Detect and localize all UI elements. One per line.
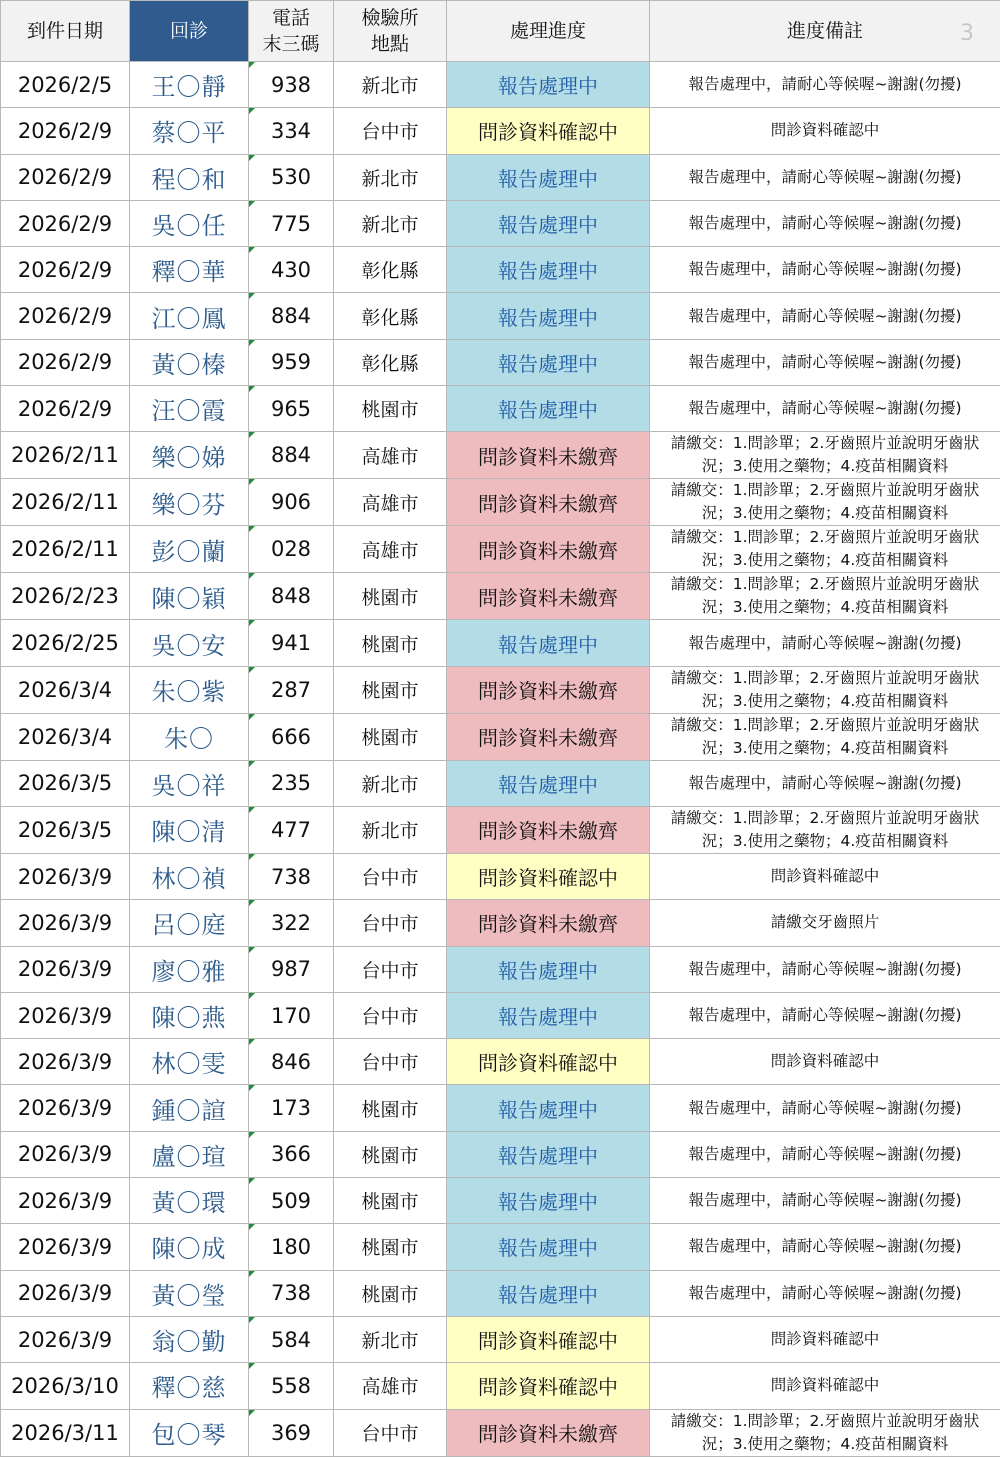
location-cell: 彰化縣 <box>334 293 447 339</box>
phone-cell: 334 <box>249 108 334 154</box>
name-cell: 包〇琴 <box>130 1409 249 1456</box>
note-cell: 請繳交：1.問診單；2.牙齒照片並說明牙齒狀況；3.使用之藥物；4.疫苗相關資料 <box>650 526 1000 573</box>
name-cell: 汪〇霞 <box>130 386 249 432</box>
header-note-label: 進度備註 <box>787 20 863 42</box>
location-cell: 新北市 <box>334 62 447 108</box>
status-cell: 報告處理中 <box>447 760 650 806</box>
status-cell: 報告處理中 <box>447 1224 650 1270</box>
date-cell: 2026/2/9 <box>1 386 130 432</box>
note-cell: 問診資料確認中 <box>650 1039 1000 1085</box>
location-cell: 台中市 <box>334 853 447 899</box>
header-phone-line2: 末三碼 <box>262 33 319 55</box>
location-cell: 桃園市 <box>334 1131 447 1177</box>
location-cell: 桃園市 <box>334 1270 447 1316</box>
note-cell: 報告處理中，請耐心等候喔~謝謝(勿擾) <box>650 760 1000 806</box>
table-row <box>1 526 1000 573</box>
phone-cell: 173 <box>249 1085 334 1131</box>
note-cell: 請繳交：1.問診單；2.牙齒照片並說明牙齒狀況；3.使用之藥物；4.疫苗相關資料 <box>650 573 1000 620</box>
status-cell: 報告處理中 <box>447 1178 650 1224</box>
status-cell: 報告處理中 <box>447 386 650 432</box>
table-row <box>1 200 1000 246</box>
header-location-line2: 地點 <box>371 33 409 55</box>
table-row <box>1 1224 1000 1270</box>
table-row <box>1 713 1000 760</box>
note-cell: 報告處理中，請耐心等候喔~謝謝(勿擾) <box>650 293 1000 339</box>
name-cell: 江〇鳳 <box>130 293 249 339</box>
name-cell: 盧〇瑄 <box>130 1131 249 1177</box>
date-cell: 2026/3/9 <box>1 853 130 899</box>
location-cell: 桃園市 <box>334 386 447 432</box>
name-cell: 黃〇榛 <box>130 339 249 385</box>
phone-cell: 666 <box>249 713 334 760</box>
phone-cell: 884 <box>249 293 334 339</box>
name-cell: 黃〇環 <box>130 1178 249 1224</box>
location-cell: 高雄市 <box>334 432 447 479</box>
phone-cell: 235 <box>249 760 334 806</box>
phone-cell: 846 <box>249 1039 334 1085</box>
table-row <box>1 293 1000 339</box>
note-cell: 報告處理中，請耐心等候喔~謝謝(勿擾) <box>650 620 1000 666</box>
phone-cell: 322 <box>249 900 334 946</box>
status-cell: 報告處理中 <box>447 946 650 992</box>
phone-cell: 884 <box>249 432 334 479</box>
header-row <box>1 1 1000 62</box>
status-cell: 問診資料未繳齊 <box>447 432 650 479</box>
note-cell: 報告處理中，請耐心等候喔~謝謝(勿擾) <box>650 992 1000 1038</box>
table-row <box>1 992 1000 1038</box>
date-cell: 2026/3/9 <box>1 1316 130 1362</box>
note-cell: 請繳交：1.問診單；2.牙齒照片並說明牙齒狀況；3.使用之藥物；4.疫苗相關資料 <box>650 713 1000 760</box>
location-cell: 台中市 <box>334 1409 447 1456</box>
name-cell: 吳〇祥 <box>130 760 249 806</box>
table-row <box>1 666 1000 713</box>
status-cell: 問診資料未繳齊 <box>447 573 650 620</box>
note-cell: 問診資料確認中 <box>650 1363 1000 1409</box>
location-cell: 桃園市 <box>334 1224 447 1270</box>
name-cell: 釋〇華 <box>130 247 249 293</box>
table-row <box>1 154 1000 200</box>
location-cell: 台中市 <box>334 108 447 154</box>
status-cell: 報告處理中 <box>447 247 650 293</box>
phone-cell: 180 <box>249 1224 334 1270</box>
date-cell: 2026/3/9 <box>1 1270 130 1316</box>
phone-cell: 906 <box>249 479 334 526</box>
phone-cell: 738 <box>249 853 334 899</box>
name-cell: 呂〇庭 <box>130 900 249 946</box>
name-cell: 鍾〇諠 <box>130 1085 249 1131</box>
name-cell: 釋〇慈 <box>130 1363 249 1409</box>
location-cell: 新北市 <box>334 200 447 246</box>
table-row <box>1 247 1000 293</box>
table-row <box>1 573 1000 620</box>
table-row <box>1 1409 1000 1456</box>
location-cell: 台中市 <box>334 1039 447 1085</box>
name-cell: 彭〇蘭 <box>130 526 249 573</box>
date-cell: 2026/3/9 <box>1 1131 130 1177</box>
table-row <box>1 1316 1000 1362</box>
date-cell: 2026/3/5 <box>1 806 130 853</box>
name-cell: 翁〇勤 <box>130 1316 249 1362</box>
table-row <box>1 1178 1000 1224</box>
header-phone <box>249 1 334 62</box>
name-cell: 林〇禎 <box>130 853 249 899</box>
note-cell: 問診資料確認中 <box>650 1316 1000 1362</box>
date-cell: 2026/2/9 <box>1 108 130 154</box>
location-cell: 新北市 <box>334 1316 447 1362</box>
location-cell: 台中市 <box>334 900 447 946</box>
location-cell: 桃園市 <box>334 713 447 760</box>
phone-cell: 366 <box>249 1131 334 1177</box>
phone-cell: 987 <box>249 946 334 992</box>
status-cell: 報告處理中 <box>447 1085 650 1131</box>
status-cell: 問診資料未繳齊 <box>447 479 650 526</box>
date-cell: 2026/3/9 <box>1 1178 130 1224</box>
location-cell: 桃園市 <box>334 573 447 620</box>
status-cell: 報告處理中 <box>447 293 650 339</box>
note-cell: 問診資料確認中 <box>650 853 1000 899</box>
table-body <box>1 62 1000 1457</box>
status-cell: 問診資料未繳齊 <box>447 806 650 853</box>
note-cell: 報告處理中，請耐心等候喔~謝謝(勿擾) <box>650 1224 1000 1270</box>
date-cell: 2026/2/9 <box>1 293 130 339</box>
date-cell: 2026/3/4 <box>1 666 130 713</box>
status-cell: 問診資料未繳齊 <box>447 526 650 573</box>
date-cell: 2026/3/5 <box>1 760 130 806</box>
header-location <box>334 1 447 62</box>
note-cell: 請繳交：1.問診單；2.牙齒照片並說明牙齒狀況；3.使用之藥物；4.疫苗相關資料 <box>650 806 1000 853</box>
location-cell: 台中市 <box>334 992 447 1038</box>
status-cell: 問診資料確認中 <box>447 108 650 154</box>
phone-cell: 430 <box>249 247 334 293</box>
status-cell: 問診資料未繳齊 <box>447 713 650 760</box>
phone-cell: 509 <box>249 1178 334 1224</box>
location-cell: 新北市 <box>334 154 447 200</box>
name-cell: 吳〇安 <box>130 620 249 666</box>
table-row <box>1 1085 1000 1131</box>
date-cell: 2026/2/25 <box>1 620 130 666</box>
name-cell: 朱〇 <box>130 713 249 760</box>
date-cell: 2026/3/9 <box>1 1085 130 1131</box>
header-location-line1: 檢驗所 <box>361 7 418 29</box>
table-row <box>1 946 1000 992</box>
name-cell: 吳〇任 <box>130 200 249 246</box>
location-cell: 高雄市 <box>334 1363 447 1409</box>
phone-cell: 477 <box>249 806 334 853</box>
table-row <box>1 108 1000 154</box>
table-row <box>1 900 1000 946</box>
name-cell: 陳〇穎 <box>130 573 249 620</box>
note-cell: 請繳交：1.問診單；2.牙齒照片並說明牙齒狀況；3.使用之藥物；4.疫苗相關資料 <box>650 666 1000 713</box>
header-note <box>650 1 1000 62</box>
name-cell: 林〇雯 <box>130 1039 249 1085</box>
note-cell: 報告處理中，請耐心等候喔~謝謝(勿擾) <box>650 1085 1000 1131</box>
table-row <box>1 339 1000 385</box>
status-cell: 報告處理中 <box>447 992 650 1038</box>
name-cell: 王〇靜 <box>130 62 249 108</box>
date-cell: 2026/2/9 <box>1 154 130 200</box>
name-cell: 廖〇雅 <box>130 946 249 992</box>
note-cell: 請繳交：1.問診單；2.牙齒照片並說明牙齒狀況；3.使用之藥物；4.疫苗相關資料 <box>650 1409 1000 1456</box>
date-cell: 2026/3/9 <box>1 900 130 946</box>
table-row <box>1 1363 1000 1409</box>
table-row <box>1 432 1000 479</box>
date-cell: 2026/3/9 <box>1 1224 130 1270</box>
date-cell: 2026/3/11 <box>1 1409 130 1456</box>
header-phone-line1: 電話 <box>272 7 310 29</box>
status-cell: 報告處理中 <box>447 1131 650 1177</box>
location-cell: 桃園市 <box>334 666 447 713</box>
note-cell: 報告處理中，請耐心等候喔~謝謝(勿擾) <box>650 1131 1000 1177</box>
location-cell: 桃園市 <box>334 1178 447 1224</box>
location-cell: 新北市 <box>334 806 447 853</box>
note-cell: 請繳交：1.問診單；2.牙齒照片並說明牙齒狀況；3.使用之藥物；4.疫苗相關資料 <box>650 479 1000 526</box>
note-cell: 報告處理中，請耐心等候喔~謝謝(勿擾) <box>650 1270 1000 1316</box>
note-cell: 報告處理中，請耐心等候喔~謝謝(勿擾) <box>650 154 1000 200</box>
table-row <box>1 760 1000 806</box>
note-cell: 報告處理中，請耐心等候喔~謝謝(勿擾) <box>650 1178 1000 1224</box>
table-row <box>1 806 1000 853</box>
phone-cell: 959 <box>249 339 334 385</box>
date-cell: 2026/2/9 <box>1 200 130 246</box>
table-row <box>1 1131 1000 1177</box>
location-cell: 彰化縣 <box>334 247 447 293</box>
note-cell: 請繳交：1.問診單；2.牙齒照片並說明牙齒狀況；3.使用之藥物；4.疫苗相關資料 <box>650 432 1000 479</box>
header-recall: 回診 <box>130 1 249 62</box>
date-cell: 2026/3/9 <box>1 992 130 1038</box>
phone-cell: 170 <box>249 992 334 1038</box>
name-cell: 陳〇清 <box>130 806 249 853</box>
status-cell: 報告處理中 <box>447 154 650 200</box>
date-cell: 2026/2/9 <box>1 339 130 385</box>
phone-cell: 775 <box>249 200 334 246</box>
status-cell: 問診資料確認中 <box>447 1316 650 1362</box>
location-cell: 彰化縣 <box>334 339 447 385</box>
table-row <box>1 620 1000 666</box>
phone-cell: 369 <box>249 1409 334 1456</box>
name-cell: 樂〇芬 <box>130 479 249 526</box>
table-row <box>1 1039 1000 1085</box>
date-cell: 2026/2/23 <box>1 573 130 620</box>
phone-cell: 941 <box>249 620 334 666</box>
location-cell: 高雄市 <box>334 526 447 573</box>
phone-cell: 530 <box>249 154 334 200</box>
date-cell: 2026/3/9 <box>1 1039 130 1085</box>
table-row <box>1 1270 1000 1316</box>
table-row <box>1 62 1000 108</box>
status-cell: 問診資料確認中 <box>447 853 650 899</box>
name-cell: 黃〇瑩 <box>130 1270 249 1316</box>
header-date: 到件日期 <box>1 1 130 62</box>
note-cell: 請繳交牙齒照片 <box>650 900 1000 946</box>
note-cell: 報告處理中，請耐心等候喔~謝謝(勿擾) <box>650 200 1000 246</box>
phone-cell: 938 <box>249 62 334 108</box>
table-row <box>1 386 1000 432</box>
date-cell: 2026/3/4 <box>1 713 130 760</box>
note-cell: 報告處理中，請耐心等候喔~謝謝(勿擾) <box>650 386 1000 432</box>
status-cell: 問診資料未繳齊 <box>447 666 650 713</box>
status-cell: 問診資料未繳齊 <box>447 1409 650 1456</box>
date-cell: 2026/2/11 <box>1 432 130 479</box>
status-cell: 問診資料未繳齊 <box>447 900 650 946</box>
name-cell: 陳〇成 <box>130 1224 249 1270</box>
table-row <box>1 853 1000 899</box>
phone-cell: 965 <box>249 386 334 432</box>
note-cell: 報告處理中，請耐心等候喔~謝謝(勿擾) <box>650 946 1000 992</box>
page-marker: 3 <box>960 21 974 47</box>
table-row <box>1 479 1000 526</box>
name-cell: 蔡〇平 <box>130 108 249 154</box>
note-cell: 報告處理中，請耐心等候喔~謝謝(勿擾) <box>650 339 1000 385</box>
name-cell: 樂〇娣 <box>130 432 249 479</box>
phone-cell: 738 <box>249 1270 334 1316</box>
name-cell: 陳〇燕 <box>130 992 249 1038</box>
date-cell: 2026/2/9 <box>1 247 130 293</box>
location-cell: 台中市 <box>334 946 447 992</box>
date-cell: 2026/3/9 <box>1 946 130 992</box>
name-cell: 朱〇紫 <box>130 666 249 713</box>
date-cell: 2026/2/11 <box>1 526 130 573</box>
status-cell: 報告處理中 <box>447 620 650 666</box>
phone-cell: 584 <box>249 1316 334 1362</box>
status-cell: 報告處理中 <box>447 62 650 108</box>
status-cell: 問診資料確認中 <box>447 1363 650 1409</box>
note-cell: 報告處理中，請耐心等候喔~謝謝(勿擾) <box>650 62 1000 108</box>
location-cell: 桃園市 <box>334 620 447 666</box>
phone-cell: 848 <box>249 573 334 620</box>
header-status: 處理進度 <box>447 1 650 62</box>
location-cell: 桃園市 <box>334 1085 447 1131</box>
status-cell: 報告處理中 <box>447 1270 650 1316</box>
location-cell: 高雄市 <box>334 479 447 526</box>
location-cell: 新北市 <box>334 760 447 806</box>
status-cell: 報告處理中 <box>447 339 650 385</box>
note-cell: 報告處理中，請耐心等候喔~謝謝(勿擾) <box>650 247 1000 293</box>
status-cell: 問診資料確認中 <box>447 1039 650 1085</box>
phone-cell: 558 <box>249 1363 334 1409</box>
name-cell: 程〇和 <box>130 154 249 200</box>
date-cell: 2026/3/10 <box>1 1363 130 1409</box>
date-cell: 2026/2/5 <box>1 62 130 108</box>
phone-cell: 287 <box>249 666 334 713</box>
note-cell: 問診資料確認中 <box>650 108 1000 154</box>
phone-cell: 028 <box>249 526 334 573</box>
status-cell: 報告處理中 <box>447 200 650 246</box>
date-cell: 2026/2/11 <box>1 479 130 526</box>
